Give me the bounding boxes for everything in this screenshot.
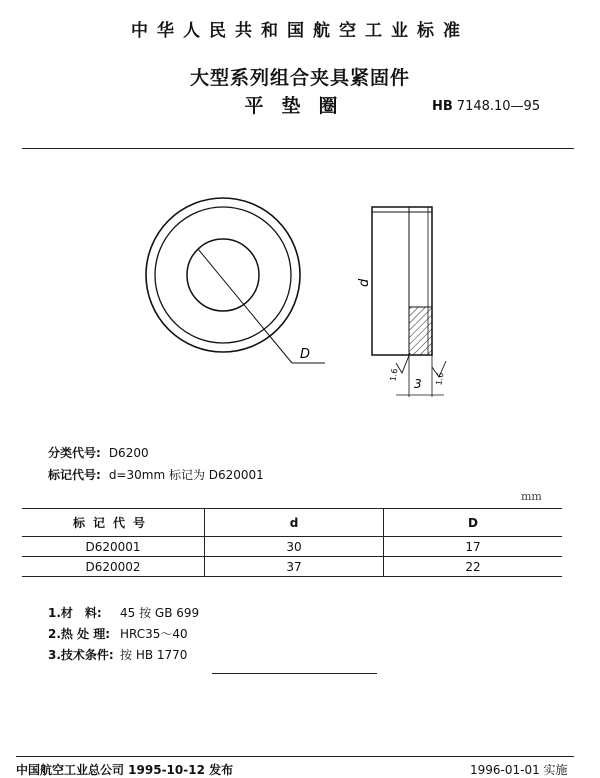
outer-circle	[146, 198, 300, 352]
footer-divider	[16, 756, 574, 757]
note-label: 1.材 料:	[48, 606, 102, 620]
header-D: D	[384, 509, 563, 537]
footer-effective-date: 1996-01-01 实施	[470, 763, 568, 777]
dimension-table	[22, 508, 562, 577]
cell-code: D620001	[22, 537, 205, 557]
unit-label: mm	[521, 490, 542, 503]
cell-D: 22	[384, 557, 563, 577]
classification-label: 分类代号:	[48, 446, 101, 460]
note-label: 2.热 处 理:	[48, 627, 111, 641]
roughness-value-right: 1.6	[434, 371, 446, 386]
label-d: d	[357, 278, 372, 287]
standard-number	[432, 99, 540, 114]
roughness-value-left: 1.6	[388, 367, 400, 382]
washer-drawing	[130, 185, 460, 410]
page-title: 大型系列组合夹具紧固件	[189, 67, 410, 89]
cell-D: 17	[384, 537, 563, 557]
note-value: HRC35～40	[120, 627, 188, 641]
note-technical-conditions	[48, 645, 199, 666]
note-value: 45 按 GB 699	[120, 606, 200, 620]
table-row	[22, 537, 562, 557]
header-d: d	[205, 509, 384, 537]
page-subtitle: 平垫圈	[244, 95, 356, 117]
classification-value: D6200	[108, 446, 149, 460]
cell-code: D620002	[22, 557, 205, 577]
label-D: D	[300, 347, 311, 362]
standard-code: 7148.10—95	[456, 99, 541, 114]
end-rule	[212, 673, 377, 674]
standard-prefix: HB	[432, 99, 453, 114]
note-label: 3.技术条件:	[48, 648, 114, 662]
note-heat-treatment	[48, 624, 199, 645]
section-hatch	[409, 307, 432, 355]
table-row	[22, 557, 562, 577]
diameter-leader-line	[198, 249, 292, 363]
note-value: 按 HB 1770	[120, 648, 188, 662]
note-material	[48, 603, 199, 624]
cell-d: 37	[205, 557, 384, 577]
table-header-row	[22, 509, 562, 537]
marking-line	[48, 466, 264, 483]
header-divider	[22, 148, 574, 149]
classification-line	[48, 444, 149, 461]
standard-organization: 中华人民共和国航空工业标准	[131, 21, 469, 41]
bore-circle	[187, 239, 259, 311]
label-thickness: 3	[414, 377, 422, 391]
footer-issuer: 中国航空工业总公司 1995-10-12 发布	[16, 763, 234, 777]
technical-notes	[48, 603, 199, 666]
marking-label: 标记代号:	[48, 468, 101, 482]
header-marking-code: 标记代号	[22, 509, 205, 537]
cell-d: 30	[205, 537, 384, 557]
inner-rim-circle	[155, 207, 291, 343]
marking-value: d=30mm 标记为 D620001	[108, 468, 264, 482]
